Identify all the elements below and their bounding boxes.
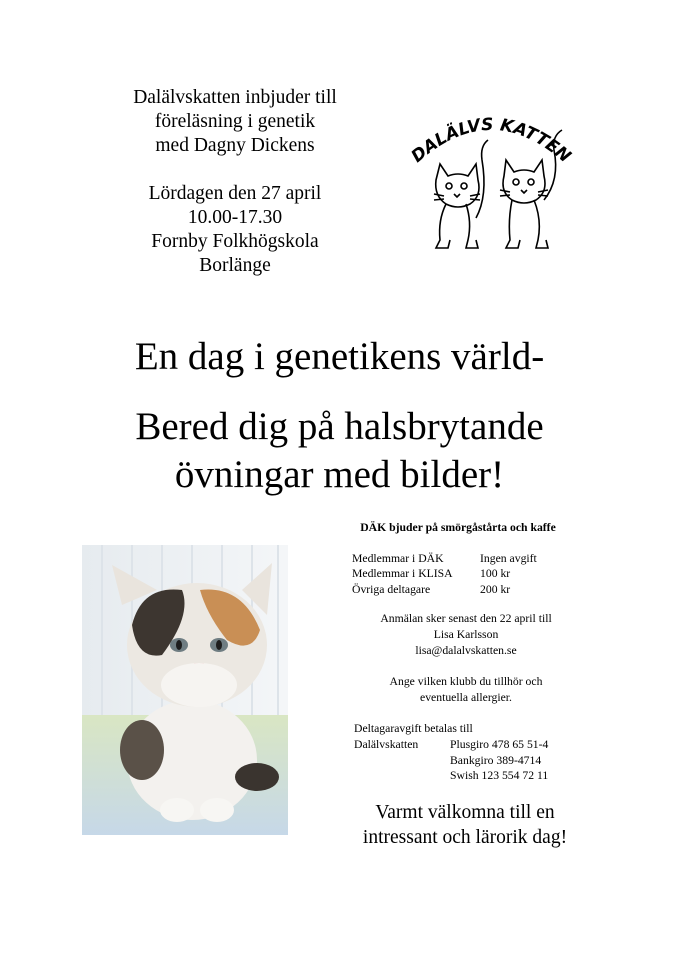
fee-label: Medlemmar i DÄK [352, 551, 444, 565]
swish: Swish 123 554 72 11 [450, 769, 549, 783]
fee-table [326, 551, 606, 598]
fee-value: 100 kr [480, 567, 511, 581]
payee: Dalälvskatten [354, 737, 419, 751]
headline-line-2: Bered dig på halsbrytande [135, 405, 544, 448]
registration-block [326, 611, 606, 658]
headline-line-3: övningar med bilder! [174, 453, 505, 496]
info-title: DÄK bjuder på smörgåstårta och kaffe [360, 521, 556, 534]
contact-email[interactable]: lisa@dalalvskatten.se [415, 643, 517, 657]
fee-row [352, 551, 606, 567]
intro-line-3: med Dagny Dickens [155, 135, 315, 156]
kitten-photo [82, 545, 288, 835]
club-text-2: eventuella allergier. [420, 690, 512, 704]
dalalvskatten-logo [396, 100, 586, 265]
info-block [326, 520, 606, 784]
welcome-line-1: Varmt välkomna till en [375, 802, 555, 823]
event-date: Lördagen den 27 april [148, 183, 322, 204]
intro-line-2: föreläsning i genetik [154, 111, 316, 132]
headline-line-1: En dag i genetikens värld- [134, 335, 545, 378]
bankgiro: Bankgiro 389-4714 [450, 753, 542, 767]
welcome-block [320, 800, 610, 850]
fee-label: Övriga deltagare [352, 582, 431, 596]
intro-line-1: Dalälvskatten inbjuder till [133, 87, 337, 108]
event-city: Borlänge [199, 255, 271, 276]
fee-row [352, 566, 606, 582]
fee-label: Medlemmar i KLISA [352, 567, 453, 581]
contact-name: Lisa Karlsson [433, 627, 499, 641]
two-cats-logo-icon [396, 100, 586, 265]
welcome-line-2: intressant och lärorik dag! [362, 827, 568, 848]
registration-text: Anmälan sker senast den 22 april till [380, 612, 552, 626]
event-time: 10.00-17.30 [187, 207, 283, 228]
club-block [326, 674, 606, 705]
svg-text:DALÄLVS KATTEN [408, 115, 575, 167]
club-text-1: Ange vilken klubb du tillhör och [389, 675, 543, 689]
logo-text: DALÄLVS KATTEN [407, 114, 575, 167]
invitation-block [100, 86, 370, 278]
plusgiro: Plusgiro 478 65 51-4 [450, 737, 549, 751]
fee-row [352, 582, 606, 598]
payment-block [326, 721, 606, 783]
payment-intro: Deltagaravgift betalas till [354, 722, 473, 736]
event-venue: Fornby Folkhögskola [151, 231, 319, 252]
fee-value: 200 kr [480, 582, 511, 596]
fee-value: Ingen avgift [480, 551, 537, 565]
